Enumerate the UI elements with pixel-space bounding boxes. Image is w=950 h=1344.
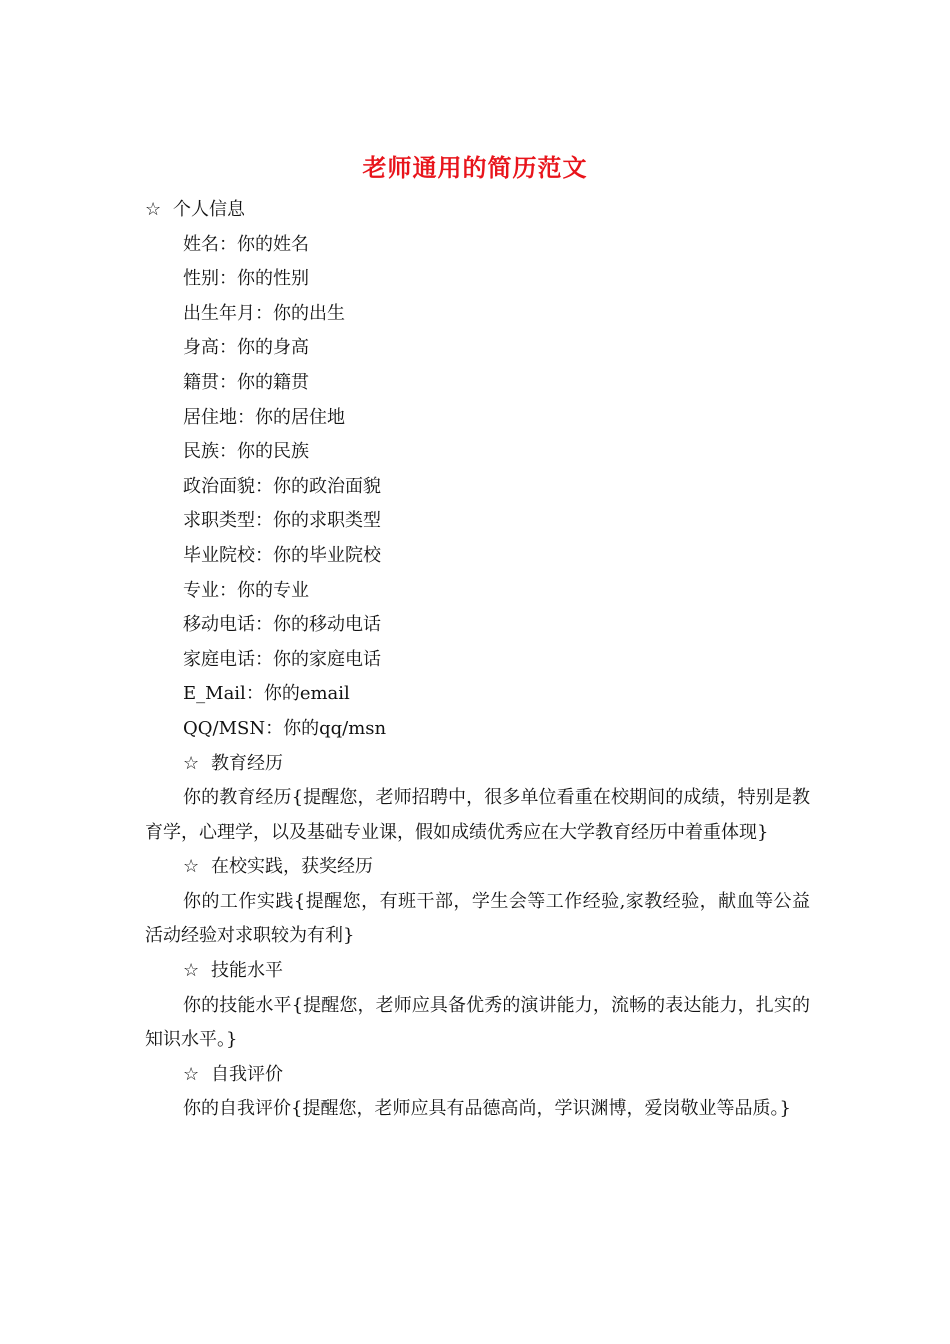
field-job-type: 求职类型：你的求职类型 <box>183 510 381 532</box>
field-home-phone: 家庭电话：你的家庭电话 <box>183 648 381 670</box>
field-mobile: 移动电话：你的移动电话 <box>183 614 381 636</box>
field-height: 身高：你的身高 <box>183 337 309 359</box>
star-icon: ☆ <box>145 199 162 220</box>
field-political-status: 政治面貌：你的政治面貌 <box>183 475 381 497</box>
section-heading-label: 教育经历 <box>211 752 283 774</box>
section-text-practice: 你的工作实践{提醒您，有班干部，学生会等工作经验,家教经验，献血等公益活动经验对求职较为有利} <box>145 890 810 947</box>
section-heading-label: 在校实践，获奖经历 <box>211 856 373 878</box>
section-heading-label: 个人信息 <box>173 199 245 220</box>
resume-body <box>145 193 810 1127</box>
star-icon: ☆ <box>183 960 200 982</box>
section-text-self-evaluation: 你的自我评价{提醒您，老师应具有品德高尚，学识渊博，爱岗敬业等品质。} <box>183 1098 791 1120</box>
section-heading-practice <box>145 850 810 885</box>
section-text-education: 你的教育经历{提醒您，老师招聘中，很多单位看重在校期间的成绩，特别是教育学，心理学，以及基础专业课，假如成绩优秀应在大学教育经历中着重体现} <box>145 787 810 843</box>
field-birth: 出生年月：你的出生 <box>183 302 345 324</box>
section-heading-skills <box>145 954 810 989</box>
star-icon: ☆ <box>183 752 200 774</box>
star-icon: ☆ <box>183 856 200 878</box>
field-qq-msn: QQ/MSN：你的qq/msn <box>183 717 387 739</box>
field-gender: 性别：你的性别 <box>183 268 309 290</box>
section-heading-label: 技能水平 <box>211 960 283 982</box>
section-heading-label: 自我评价 <box>211 1063 283 1085</box>
field-school: 毕业院校：你的毕业院校 <box>183 544 381 566</box>
section-heading-self-evaluation <box>145 1058 810 1093</box>
section-heading-personal-info <box>145 193 810 228</box>
field-name: 姓名：你的姓名 <box>183 233 309 255</box>
field-email: E_Mail：你的email <box>183 683 350 705</box>
star-icon: ☆ <box>183 1063 200 1085</box>
field-native-place: 籍贯：你的籍贯 <box>183 371 309 393</box>
section-heading-education <box>145 747 810 782</box>
field-residence: 居住地：你的居住地 <box>183 406 345 428</box>
section-text-skills: 你的技能水平{提醒您，老师应具备优秀的演讲能力，流畅的表达能力，扎实的知识水平。} <box>145 994 810 1051</box>
field-major: 专业：你的专业 <box>183 579 309 601</box>
page-title: 老师通用的简历范文 <box>362 153 588 182</box>
field-ethnicity: 民族：你的民族 <box>183 441 309 463</box>
